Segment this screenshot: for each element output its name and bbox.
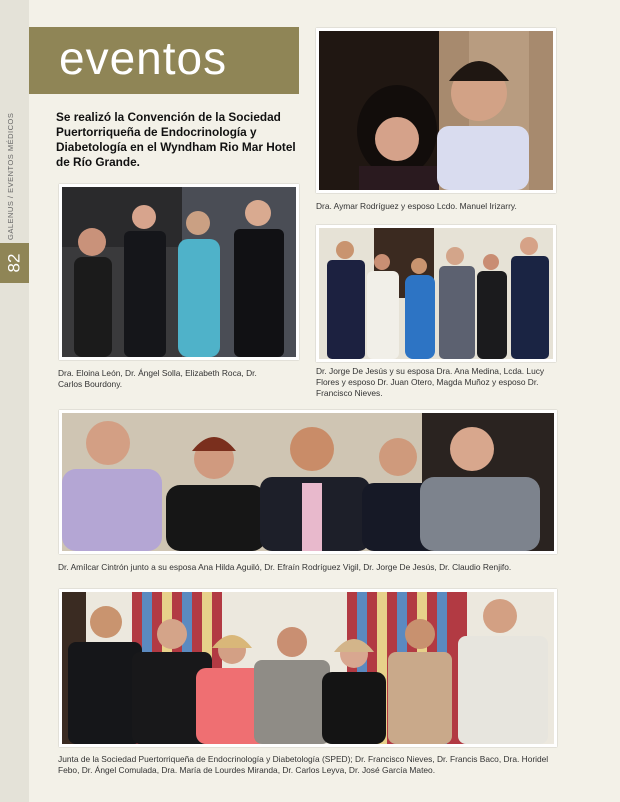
group-photo-image — [62, 187, 296, 357]
group-photo-image — [319, 228, 553, 359]
event-photo-5 — [59, 589, 557, 747]
group-photo-image — [62, 413, 554, 551]
intro-text: Se realizó la Convención de la Sociedad Puertorriqueña de Endocrinología y Diabetología en el Wyndham Rio Mar Hotel de Río Grande. — [56, 110, 296, 169]
photo-3-caption: Dr. Jorge De Jesús y su esposa Dra. Ana Medina, Lcda. Lucy Flores y esposo Dr. Juan Otero, Magda Muñoz y esposo Dr. Francisco Nieves. — [316, 366, 545, 398]
photo-2-caption: Dra. Aymar Rodríguez y esposo Lcdo. Manuel Irizarry. — [316, 201, 517, 211]
page-number-tab — [0, 243, 29, 283]
event-photo-3 — [316, 225, 556, 362]
group-photo-image — [62, 592, 554, 744]
page-number: 82 — [4, 253, 24, 273]
event-photo-2 — [316, 28, 556, 193]
event-photo-4 — [59, 410, 557, 554]
photo-4-caption: Dr. Amílcar Cintrón junto a su esposa Ana Hilda Aguiló, Dr. Efraín Rodríguez Vigil, Dr. Jorge De Jesús, Dr. Claudio Renjifo. — [58, 562, 512, 572]
section-label: GALENUS / EVENTOS MÉDICOS — [6, 112, 15, 240]
section-banner — [29, 27, 299, 94]
couple-photo-image — [319, 31, 553, 190]
page-title: eventos — [59, 32, 228, 84]
event-photo-1 — [59, 184, 299, 360]
photo-1-caption: Dra. Eloina León, Dr. Ángel Solla, Elizabeth Roca, Dr. Carlos Bourdony. — [58, 368, 257, 389]
photo-5-caption: Junta de la Sociedad Puertorriqueña de Endocrinología y Diabetología (SPED); Dr. Francisco Nieves, Dr. Francis Baco, Dra. Horidel Febo, Dr. Ángel Comulada, Dra. María de Lourdes Miranda, Dr. Carlos Leyva, Dr. José García Mateo. — [58, 754, 549, 775]
